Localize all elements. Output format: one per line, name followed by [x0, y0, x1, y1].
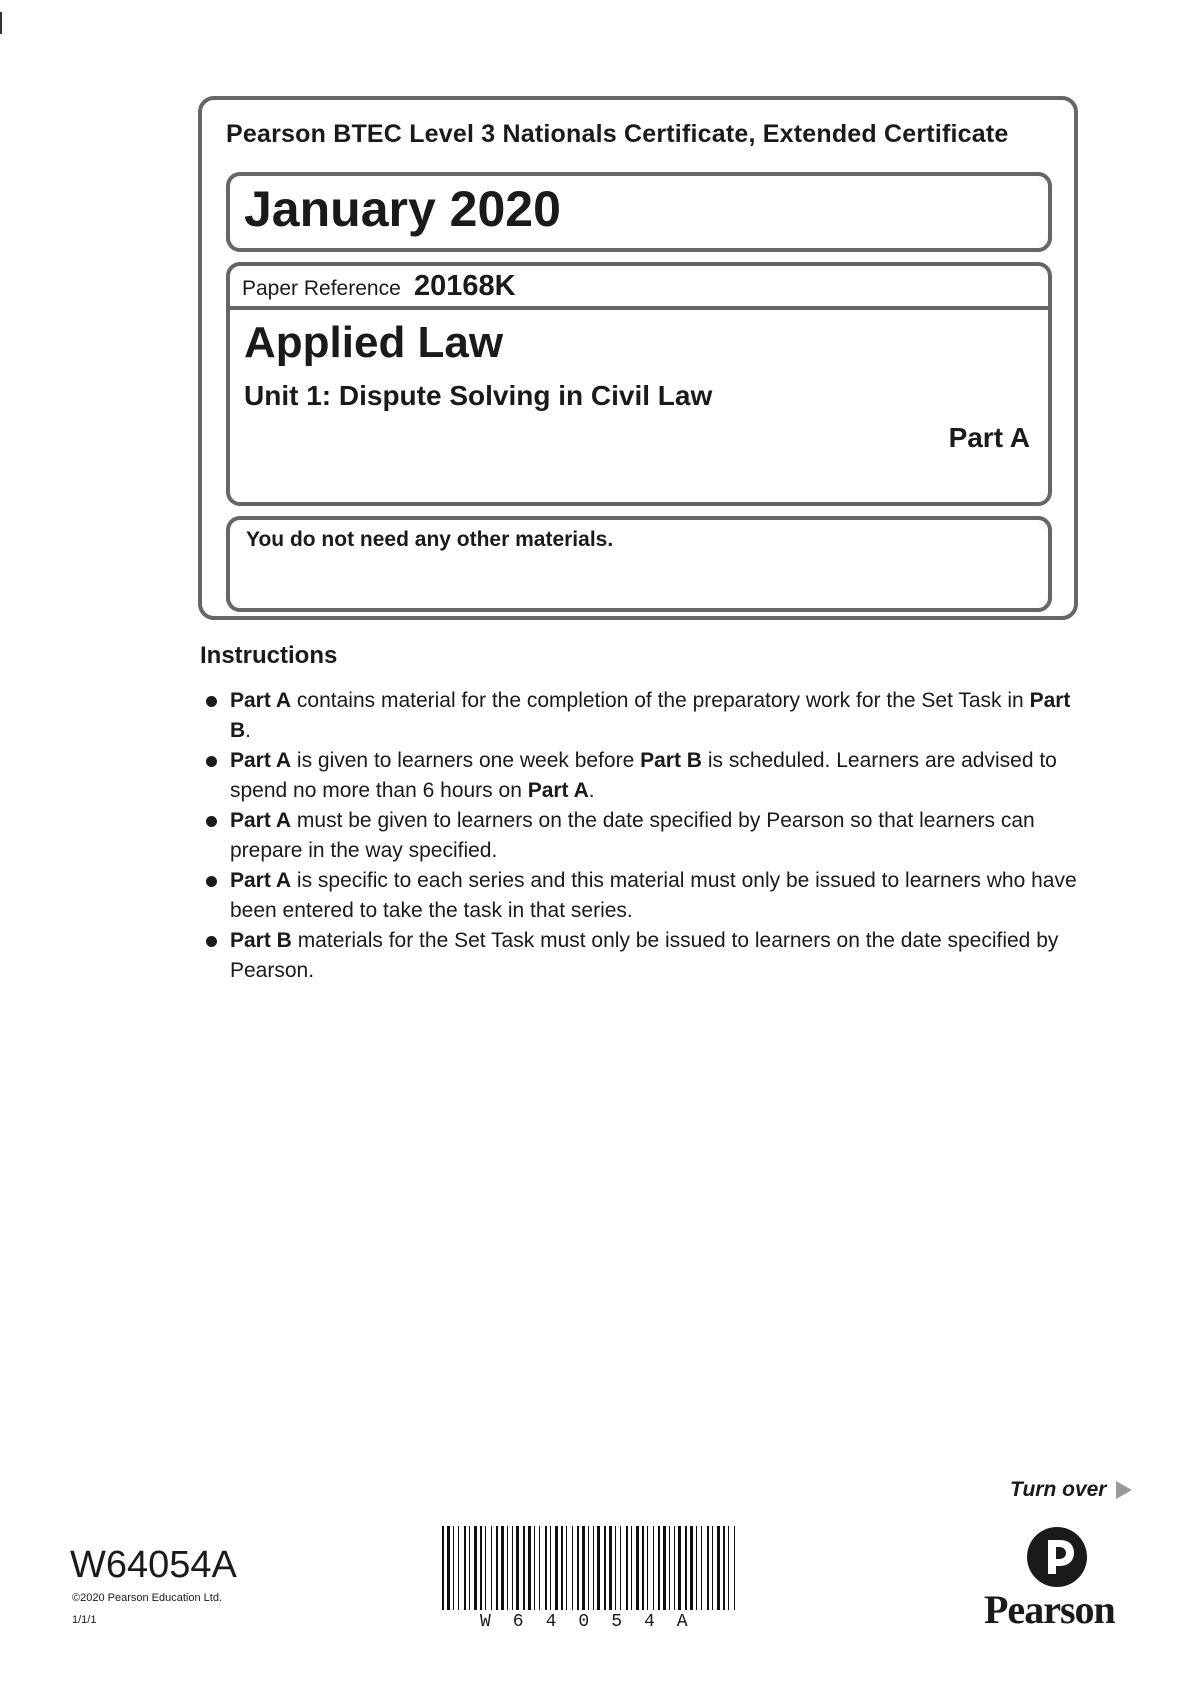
exam-date-box [226, 172, 1052, 252]
barcode-bar [626, 1526, 628, 1610]
barcode-bar [512, 1526, 513, 1610]
bullet-icon [206, 876, 217, 887]
pearson-logo-icon [1026, 1526, 1088, 1588]
barcode-bar [480, 1526, 482, 1610]
barcode-bar [620, 1526, 621, 1610]
barcode-bar [447, 1526, 450, 1610]
paper-reference-row [230, 266, 1048, 310]
qualification-title: Pearson BTEC Level 3 Nationals Certificate, Extended Certificate [226, 120, 1009, 148]
part-label: Part A [948, 422, 1030, 453]
bullet-icon [206, 756, 217, 767]
paper-code: W64054A [70, 1544, 237, 1586]
instruction-text: . [588, 779, 595, 802]
barcode-bar [707, 1526, 709, 1610]
barcode-bar [631, 1526, 632, 1610]
instruction-text: must be given to learners on the date specified by Pearson so that learners can prepare in the way specified. [230, 809, 1035, 862]
barcode-bar [491, 1526, 492, 1610]
barcode-bar [712, 1526, 713, 1610]
barcode-bar [690, 1526, 693, 1610]
materials-text: You do not need any other materials. [246, 528, 614, 551]
exam-date: January 2020 [244, 181, 561, 237]
bullet-icon [206, 696, 217, 707]
barcode-bar [609, 1526, 612, 1610]
instruction-text: is scheduled. Learners are advised to spend no more than 6 hours on [230, 749, 1057, 802]
barcode [440, 1526, 740, 1610]
instruction-bold: Part A [230, 689, 292, 712]
barcode-bar [469, 1526, 470, 1610]
barcode-bar [582, 1526, 585, 1610]
barcode-bar [696, 1526, 697, 1610]
barcode-bar [717, 1526, 720, 1610]
barcode-bar [728, 1526, 729, 1610]
instruction-bold: Part B [230, 689, 1071, 742]
barcode-text: W64054A [480, 1612, 710, 1632]
instruction-text: contains material for the completion of the preparatory work for the Set Task in [291, 689, 1030, 712]
barcode-bar [453, 1526, 454, 1610]
barcode-bar [723, 1526, 725, 1610]
barcode-bar [534, 1526, 535, 1610]
paper-reference-label: Paper Reference [242, 277, 401, 300]
barcode-bar [442, 1526, 444, 1610]
list-item [200, 686, 1080, 746]
instruction-text: is given to learners one week before [291, 749, 641, 772]
barcode-bar [593, 1526, 594, 1610]
barcode-bar [678, 1526, 681, 1610]
turn-over-label: Turn over [1010, 1478, 1107, 1501]
pearson-logo-text: Pearson [984, 1587, 1115, 1632]
barcode-bar [577, 1526, 579, 1610]
subject-title: Applied Law [244, 318, 504, 367]
barcode-bar [663, 1526, 666, 1610]
bullet-icon [206, 816, 217, 827]
barcode-bar [604, 1526, 606, 1610]
list-item [200, 926, 1080, 986]
barcode-bar [496, 1526, 498, 1610]
instruction-text: materials for the Set Task must only be issued to learners on the date specified by Pearson. [230, 929, 1059, 982]
barcode-bar [464, 1526, 466, 1610]
page-edge-mark [0, 12, 2, 34]
unit-title: Unit 1: Dispute Solving in Civil Law [244, 380, 713, 411]
barcode-bar [566, 1526, 567, 1610]
barcode-bar [642, 1526, 644, 1610]
series-code: 1/1/1 [72, 1614, 97, 1626]
barcode-bar [458, 1526, 459, 1610]
materials-box [226, 516, 1052, 612]
barcode-bar [658, 1526, 660, 1610]
cover-header-box [198, 96, 1078, 620]
barcode-bar [701, 1526, 702, 1610]
barcode-bar [597, 1526, 600, 1610]
instruction-bold: Part A [230, 749, 292, 772]
barcode-bar [636, 1526, 639, 1610]
barcode-bar [669, 1526, 670, 1610]
barcode-bar [561, 1526, 563, 1610]
instruction-bold: Part B [230, 929, 292, 952]
barcode-bar [539, 1526, 540, 1610]
barcode-bar [528, 1526, 531, 1610]
list-item [200, 746, 1080, 806]
barcode-bar [523, 1526, 525, 1610]
list-item [200, 806, 1080, 866]
paper-reference-value: 20168K [414, 270, 516, 302]
barcode-bar [545, 1526, 547, 1610]
barcode-bar [516, 1526, 519, 1610]
barcode-bar [555, 1526, 558, 1610]
copyright-notice: ©2020 Pearson Education Ltd. [72, 1592, 222, 1604]
barcode-bar [485, 1526, 486, 1610]
instruction-bold: Part A [230, 809, 292, 832]
instruction-text: is specific to each series and this material must only be issued to learners who have been entered to take the task in that series. [230, 869, 1077, 922]
instruction-bold: Part A [230, 869, 292, 892]
barcode-bar [647, 1526, 648, 1610]
barcode-bar [615, 1526, 616, 1610]
barcode-bar [685, 1526, 687, 1610]
instructions-heading: Instructions [200, 642, 338, 669]
subject-box [226, 262, 1052, 506]
barcode-bar [674, 1526, 675, 1610]
list-item [200, 866, 1080, 926]
barcode-bar [572, 1526, 573, 1610]
barcode-bar [734, 1526, 735, 1610]
turn-over-arrow-icon [1116, 1481, 1132, 1499]
barcode-bar [474, 1526, 477, 1610]
barcode-bar [653, 1526, 654, 1610]
instruction-bold: Part A [527, 779, 589, 802]
instruction-text: . [245, 719, 252, 742]
instruction-bold: Part B [640, 749, 702, 772]
barcode-bar [507, 1526, 508, 1610]
bullet-icon [206, 936, 217, 947]
instructions-list [200, 686, 1080, 986]
barcode-bar [501, 1526, 504, 1610]
barcode-bar [550, 1526, 551, 1610]
barcode-bar [588, 1526, 589, 1610]
